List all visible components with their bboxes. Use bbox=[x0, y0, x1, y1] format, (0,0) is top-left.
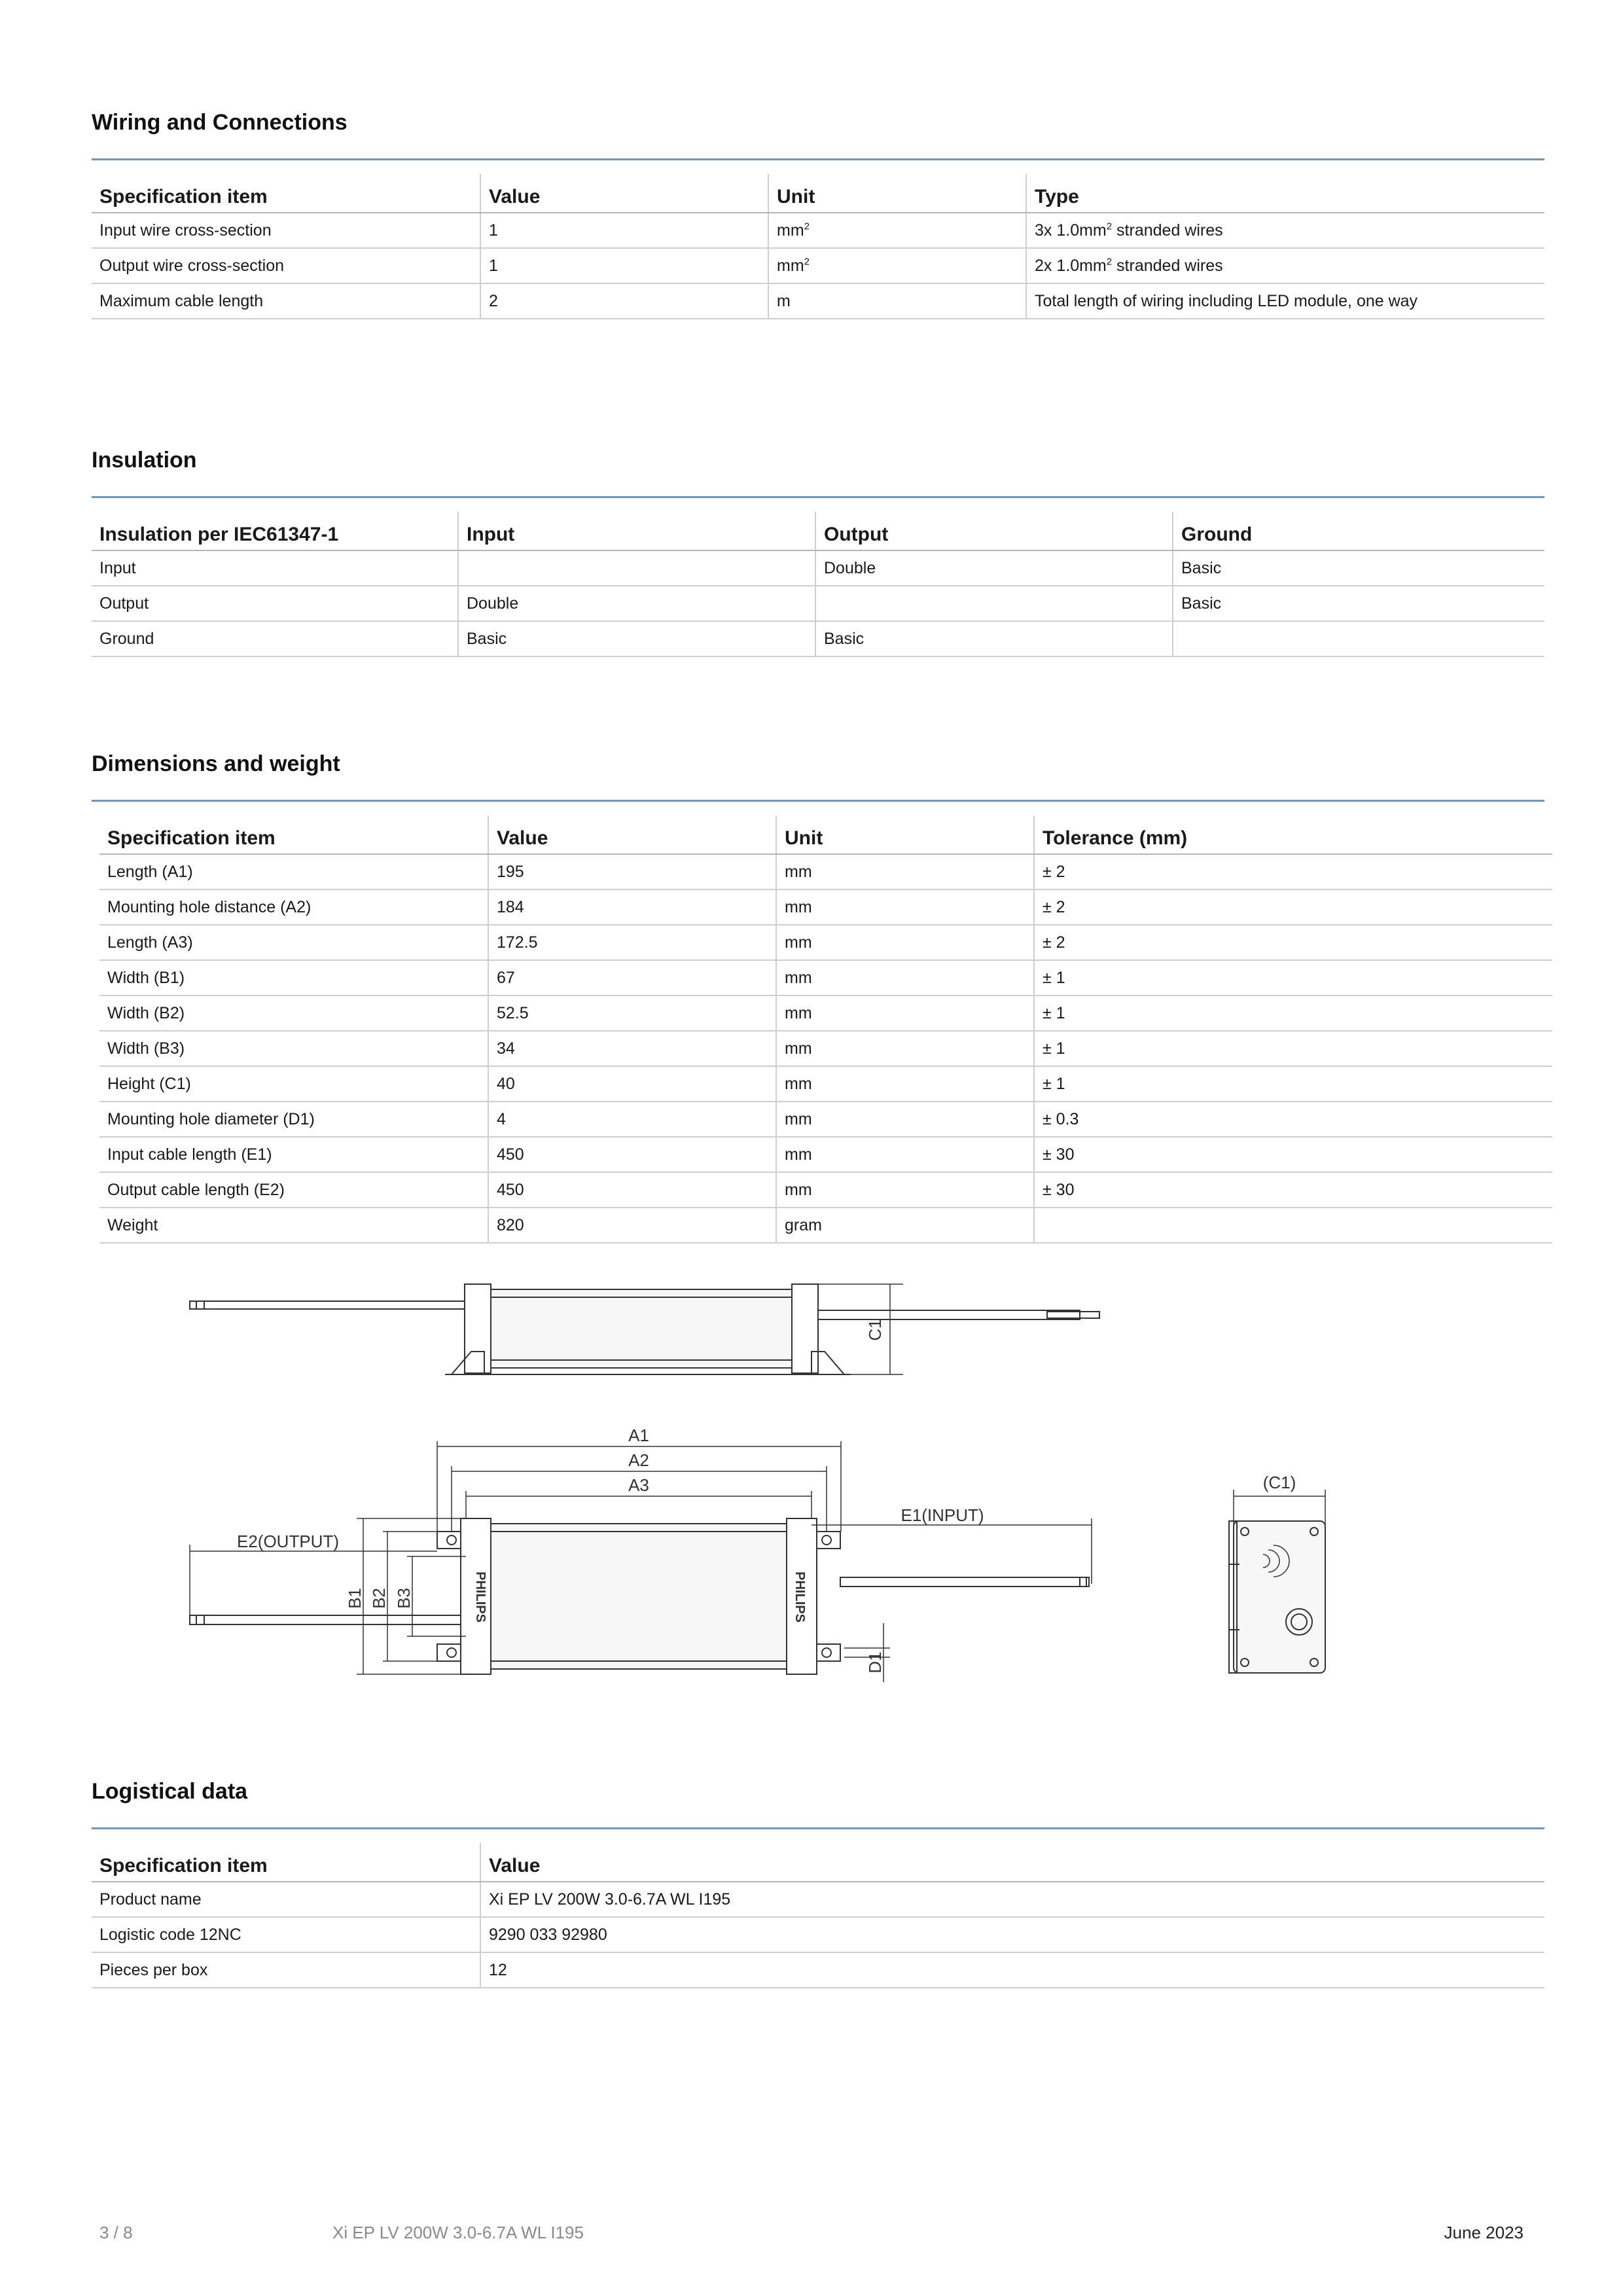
table-row bbox=[92, 283, 1544, 319]
table-row bbox=[99, 1172, 1552, 1208]
tolerance-cell: ± 2 bbox=[1034, 854, 1552, 889]
tolerance-cell: ± 0.3 bbox=[1034, 1102, 1552, 1137]
output-cell: Double bbox=[815, 550, 1173, 586]
spec-item-cell: Length (A1) bbox=[99, 854, 488, 889]
value-cell: 2 bbox=[480, 283, 768, 319]
tolerance-cell: ± 30 bbox=[1034, 1172, 1552, 1208]
spec-item-cell: Width (B3) bbox=[99, 1031, 488, 1066]
table-row bbox=[99, 1208, 1552, 1243]
tolerance-cell: ± 2 bbox=[1034, 889, 1552, 925]
section-insulation bbox=[92, 442, 1544, 648]
unit-cell: mm bbox=[776, 854, 1034, 889]
column-header: Specification item bbox=[92, 174, 480, 213]
section-title-wiring: Wiring and Connections bbox=[92, 110, 348, 135]
row-label-cell: Input bbox=[92, 550, 458, 586]
input-cell: Double bbox=[458, 586, 815, 621]
value-cell: 184 bbox=[488, 889, 776, 925]
spec-item-cell: Maximum cable length bbox=[92, 283, 480, 319]
spec-item-cell: Pieces per box bbox=[92, 1952, 480, 1988]
value-cell: 1 bbox=[480, 248, 768, 283]
label-c1: C1 bbox=[865, 1319, 885, 1341]
footer-product-name: Xi EP LV 200W 3.0-6.7A WL I195 bbox=[332, 2223, 584, 2242]
spec-item-cell: Mounting hole distance (A2) bbox=[99, 889, 488, 925]
section-divider bbox=[92, 496, 1544, 498]
table-row bbox=[92, 586, 1544, 621]
type-cell: 2x $1.0mm^2$ stranded wires bbox=[1026, 248, 1544, 283]
tolerance-cell: ± 1 bbox=[1034, 1031, 1552, 1066]
tolerance-cell: ± 1 bbox=[1034, 1066, 1552, 1102]
table-row bbox=[92, 550, 1544, 586]
spec-item-cell: Input cable length (E1) bbox=[99, 1137, 488, 1172]
section-divider bbox=[92, 1827, 1544, 1829]
row-label-cell: Ground bbox=[92, 621, 458, 656]
unit-cell: mm bbox=[776, 1066, 1034, 1102]
section-title-dimensions: Dimensions and weight bbox=[92, 751, 340, 776]
table-header-row bbox=[92, 174, 1544, 213]
column-header: Value bbox=[488, 816, 776, 854]
value-cell: 172.5 bbox=[488, 925, 776, 960]
value-cell: 40 bbox=[488, 1066, 776, 1102]
column-header: Input bbox=[458, 512, 815, 550]
label-e2: E2(OUTPUT) bbox=[237, 1532, 339, 1551]
spec-item-cell: Mounting hole diameter (D1) bbox=[99, 1102, 488, 1137]
spec-item-cell: Output wire cross-section bbox=[92, 248, 480, 283]
ground-cell bbox=[1173, 621, 1544, 656]
brand-mark-right: PHILIPS bbox=[793, 1571, 807, 1623]
section-title-logistics: Logistical data bbox=[92, 1779, 248, 1804]
unit-cell: mm bbox=[776, 1137, 1034, 1172]
unit-cell: mm bbox=[776, 1102, 1034, 1137]
section-divider bbox=[92, 800, 1544, 802]
value-cell: 195 bbox=[488, 854, 776, 889]
table-row bbox=[99, 960, 1552, 996]
input-cell bbox=[458, 550, 815, 586]
table-row bbox=[92, 621, 1544, 656]
column-header: Value bbox=[480, 174, 768, 213]
spec-item-cell: Length (A3) bbox=[99, 925, 488, 960]
dimension-drawing bbox=[0, 1257, 1623, 1702]
value-cell: 450 bbox=[488, 1172, 776, 1208]
type-cell: 3x $1.0mm^2$ stranded wires bbox=[1026, 213, 1544, 248]
value-cell: 820 bbox=[488, 1208, 776, 1243]
label-b2: B2 bbox=[369, 1588, 389, 1609]
unit-cell: mm bbox=[776, 1031, 1034, 1066]
page-number: 3 / 8 bbox=[99, 2223, 133, 2242]
spec-item-cell: Product name bbox=[92, 1882, 480, 1917]
logistics-table bbox=[92, 1843, 1544, 1988]
table-header-row bbox=[92, 1843, 1544, 1882]
value-cell: 34 bbox=[488, 1031, 776, 1066]
value-cell: Xi EP LV 200W 3.0-6.7A WL I195 bbox=[480, 1882, 1544, 1917]
output-cell: Basic bbox=[815, 621, 1173, 656]
spec-item-cell: Input wire cross-section bbox=[92, 213, 480, 248]
spec-item-cell: Height (C1) bbox=[99, 1066, 488, 1102]
section-wiring bbox=[92, 105, 1544, 310]
label-a3: A3 bbox=[628, 1475, 649, 1495]
section-divider bbox=[92, 158, 1544, 160]
column-header: Output bbox=[815, 512, 1173, 550]
table-row bbox=[99, 889, 1552, 925]
column-header: Specification item bbox=[92, 1843, 480, 1882]
unit-cell: mm bbox=[776, 925, 1034, 960]
wiring-table bbox=[92, 174, 1544, 319]
column-header: Ground bbox=[1173, 512, 1544, 550]
table-row bbox=[92, 213, 1544, 248]
label-b1: B1 bbox=[345, 1588, 365, 1609]
unit-cell: mm bbox=[776, 889, 1034, 925]
brand-mark-left: PHILIPS bbox=[473, 1571, 488, 1623]
table-header-row bbox=[92, 512, 1544, 550]
output-cell bbox=[815, 586, 1173, 621]
label-e1: E1(INPUT) bbox=[901, 1505, 984, 1525]
tolerance-cell: ± 30 bbox=[1034, 1137, 1552, 1172]
unit-cell: m bbox=[768, 283, 1026, 319]
label-b3: B3 bbox=[394, 1588, 414, 1609]
side-view bbox=[190, 1284, 1099, 1374]
section-title-insulation: Insulation bbox=[92, 448, 197, 473]
tolerance-cell: ± 2 bbox=[1034, 925, 1552, 960]
value-cell: 1 bbox=[480, 213, 768, 248]
tolerance-cell: ± 1 bbox=[1034, 960, 1552, 996]
table-row bbox=[99, 996, 1552, 1031]
column-header: Tolerance (mm) bbox=[1034, 816, 1552, 854]
spec-item-cell: Width (B2) bbox=[99, 996, 488, 1031]
unit-cell: mm bbox=[776, 1172, 1034, 1208]
row-label-cell: Output bbox=[92, 586, 458, 621]
unit-cell: mm bbox=[776, 996, 1034, 1031]
spec-item-cell: Width (B1) bbox=[99, 960, 488, 996]
spec-item-cell: Logistic code 12NC bbox=[92, 1917, 480, 1952]
spec-item-cell: Output cable length (E2) bbox=[99, 1172, 488, 1208]
table-row bbox=[99, 1137, 1552, 1172]
type-cell: Total length of wiring including LED module, one way bbox=[1026, 283, 1544, 319]
label-a1: A1 bbox=[628, 1426, 649, 1445]
table-row bbox=[92, 1882, 1544, 1917]
value-cell: 450 bbox=[488, 1137, 776, 1172]
table-row bbox=[99, 854, 1552, 889]
ground-cell: Basic bbox=[1173, 586, 1544, 621]
table-header-row bbox=[99, 816, 1552, 854]
section-logistics bbox=[92, 1774, 1544, 1979]
value-cell: 12 bbox=[480, 1952, 1544, 1988]
label-c1-paren: (C1) bbox=[1262, 1473, 1296, 1492]
value-cell: 9290 033 92980 bbox=[480, 1917, 1544, 1952]
value-cell: 52.5 bbox=[488, 996, 776, 1031]
insulation-table bbox=[92, 512, 1544, 657]
column-header: Insulation per IEC61347-1 bbox=[92, 512, 458, 550]
ground-cell: Basic bbox=[1173, 550, 1544, 586]
tolerance-cell: ± 1 bbox=[1034, 996, 1552, 1031]
spec-item-cell: Weight bbox=[99, 1208, 488, 1243]
table-row bbox=[92, 1952, 1544, 1988]
table-row bbox=[99, 1102, 1552, 1137]
unit-cell: gram bbox=[776, 1208, 1034, 1243]
column-header: Unit bbox=[768, 174, 1026, 213]
table-row bbox=[99, 925, 1552, 960]
value-cell: 4 bbox=[488, 1102, 776, 1137]
label-a2: A2 bbox=[628, 1450, 649, 1470]
column-header: Unit bbox=[776, 816, 1034, 854]
table-row bbox=[92, 1917, 1544, 1952]
unit-cell: mm bbox=[776, 960, 1034, 996]
value-cell: 67 bbox=[488, 960, 776, 996]
column-header: Specification item bbox=[99, 816, 488, 854]
input-cell: Basic bbox=[458, 621, 815, 656]
unit-cell: $mm^2$ bbox=[768, 213, 1026, 248]
unit-cell: $mm^2$ bbox=[768, 248, 1026, 283]
end-view bbox=[1229, 1490, 1325, 1673]
column-header: Type bbox=[1026, 174, 1544, 213]
table-row bbox=[99, 1066, 1552, 1102]
section-dimensions bbox=[92, 746, 1544, 1234]
tolerance-cell bbox=[1034, 1208, 1552, 1243]
table-row bbox=[99, 1031, 1552, 1066]
column-header: Value bbox=[480, 1843, 1544, 1882]
footer-date: June 2023 bbox=[1444, 2223, 1524, 2242]
dimensions-table bbox=[99, 816, 1552, 1244]
table-row bbox=[92, 248, 1544, 283]
label-d1: D1 bbox=[865, 1651, 885, 1674]
